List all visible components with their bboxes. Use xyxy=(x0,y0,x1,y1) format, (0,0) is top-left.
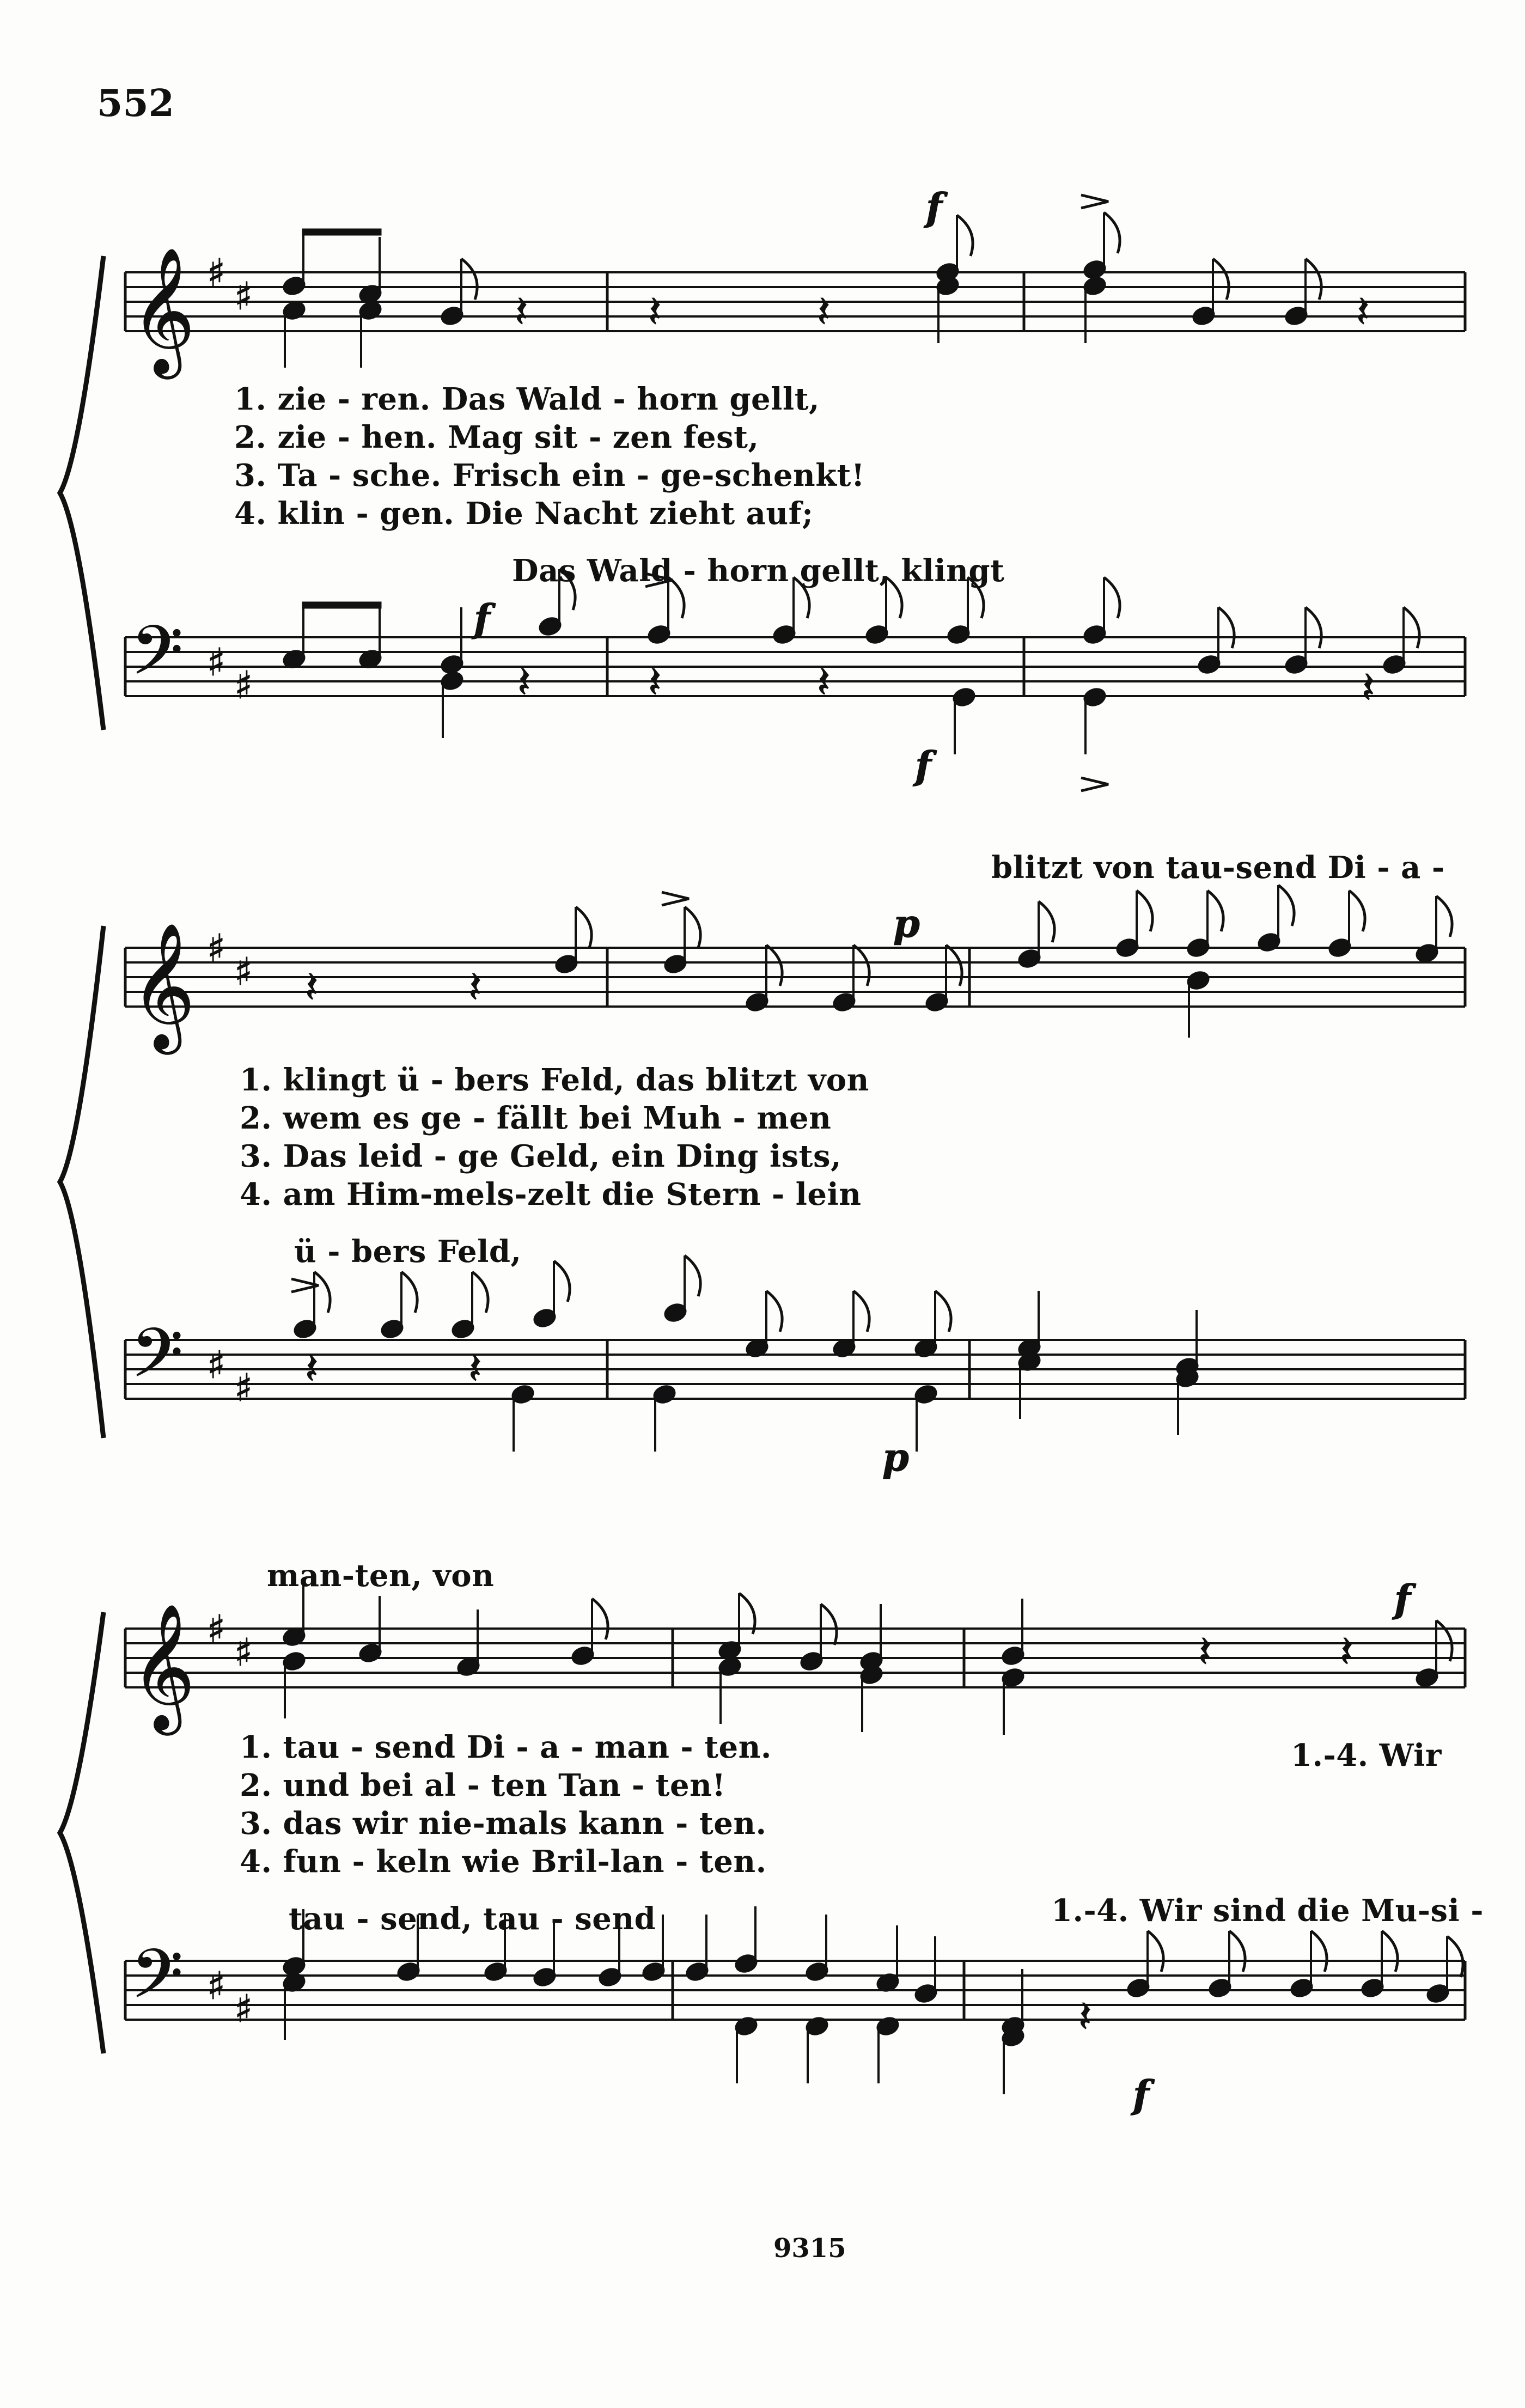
sharp-key-signature-icon: ♯ xyxy=(207,1964,225,2008)
note-flag xyxy=(766,1291,782,1332)
bass-clef-icon: 𝄢 xyxy=(131,1314,184,1409)
note-flag xyxy=(1104,577,1120,618)
system1-verse4: 4. klin - gen. Die Nacht zieht auf; xyxy=(234,496,814,532)
system3-above-text: man-ten, von xyxy=(267,1558,495,1594)
note-flag xyxy=(946,945,962,986)
system-brace xyxy=(60,256,103,730)
rest-icon: 𝄽 xyxy=(817,286,831,337)
system3-verse3: 3. das wir nie-mals kann - ten. xyxy=(240,1806,767,1842)
beam xyxy=(302,602,381,608)
treble-clef-icon: 𝄞 xyxy=(131,1603,196,1730)
bass-clef-icon: 𝄢 xyxy=(131,1935,184,2030)
rest-icon: 𝄽 xyxy=(515,286,528,337)
note-flag xyxy=(1436,1620,1452,1661)
note-flag xyxy=(461,259,477,300)
system1-bass-text: Das Wald - horn gellt, klingt xyxy=(512,553,1005,589)
accent-mark xyxy=(1081,778,1108,791)
sharp-key-signature-icon: ♯ xyxy=(234,663,253,708)
accent-mark xyxy=(1081,195,1108,208)
rest-icon: 𝄽 xyxy=(1340,1626,1353,1677)
note-flag xyxy=(1148,1931,1163,1972)
note-flag xyxy=(554,1261,570,1302)
sharp-key-signature-icon: ♯ xyxy=(234,1630,253,1675)
system3-verse4: 4. fun - keln wie Bril-lan - ten. xyxy=(240,1844,767,1880)
treble-clef-icon: 𝄞 xyxy=(131,922,196,1049)
note-flag xyxy=(1306,607,1321,648)
dynamic-mark: f xyxy=(1394,1576,1411,1621)
note-flag xyxy=(1306,259,1321,300)
dynamic-mark: p xyxy=(893,901,920,946)
rest-icon: 𝄽 xyxy=(1198,1626,1212,1677)
note-flag xyxy=(1207,891,1223,931)
note-flag xyxy=(1039,901,1054,942)
sharp-key-signature-icon: ♯ xyxy=(207,1343,225,1387)
sharp-key-signature-icon: ♯ xyxy=(207,640,225,685)
dynamic-mark: f xyxy=(926,185,943,230)
dynamic-mark: f xyxy=(474,596,491,641)
system1-verse3: 3. Ta - sche. Frisch ein - ge-schenkt! xyxy=(234,458,865,493)
system1-verse1: 1. zie - ren. Das Wald - horn gellt, xyxy=(234,381,820,417)
system-brace xyxy=(60,1612,103,2053)
note-flag xyxy=(1349,891,1365,931)
note-flag xyxy=(935,1291,951,1332)
rest-icon: 𝄽 xyxy=(1078,1991,1092,2042)
rest-icon: 𝄽 xyxy=(305,962,319,1013)
system-brace xyxy=(60,926,103,1438)
note-flag xyxy=(1278,885,1294,926)
sharp-key-signature-icon: ♯ xyxy=(207,1607,225,1651)
sharp-key-signature-icon: ♯ xyxy=(207,926,225,971)
rest-icon: 𝄽 xyxy=(648,286,662,337)
rest-icon: 𝄽 xyxy=(817,657,831,708)
system3-refrain-lower: 1.-4. Wir sind die Mu-si - xyxy=(1051,1893,1484,1929)
note-flag xyxy=(1229,1931,1245,1972)
note-flag xyxy=(821,1604,837,1645)
note-flag xyxy=(685,1255,700,1296)
rest-icon: 𝄽 xyxy=(305,1343,319,1394)
note-flag xyxy=(401,1272,417,1313)
system2-verse1: 1. klingt ü - bers Feld, das blitzt von xyxy=(240,1062,869,1098)
note-flag xyxy=(1311,1931,1327,1972)
accent-mark xyxy=(662,892,689,905)
treble-clef-icon: 𝄞 xyxy=(131,247,196,374)
sharp-key-signature-icon: ♯ xyxy=(207,251,225,295)
system1-verse2: 2. zie - hen. Mag sit - zen fest, xyxy=(234,419,759,455)
rest-icon: 𝄽 xyxy=(468,1343,482,1394)
dynamic-mark: p xyxy=(882,1435,909,1480)
system2-bass-text: ü - bers Feld, xyxy=(294,1234,522,1270)
note-flag xyxy=(576,907,591,948)
dynamic-mark: f xyxy=(915,743,932,788)
rest-icon: 𝄽 xyxy=(468,962,482,1013)
note-flag xyxy=(1404,607,1419,648)
page-number: 552 xyxy=(97,82,174,125)
note-flag xyxy=(957,215,973,256)
note-flag xyxy=(766,945,782,986)
note-flag xyxy=(1447,1936,1463,1977)
rest-icon: 𝄽 xyxy=(648,657,662,708)
system3-verse1: 1. tau - send Di - a - man - ten. xyxy=(240,1729,772,1765)
note-flag xyxy=(1213,259,1229,300)
system3-verse2: 2. und bei al - ten Tan - ten! xyxy=(240,1767,726,1803)
system3-bass-text: tau - send, tau - send xyxy=(289,1901,656,1937)
note-flag xyxy=(314,1272,330,1313)
system3-refrain-upper: 1.-4. Wir xyxy=(1291,1738,1442,1773)
note-flag xyxy=(1382,1931,1398,1972)
sharp-key-signature-icon: ♯ xyxy=(234,1365,253,1410)
dynamic-mark: f xyxy=(1133,2072,1150,2117)
system2-above-text: blitzt von tau-send Di - a - xyxy=(991,850,1445,886)
sharp-key-signature-icon: ♯ xyxy=(234,1986,253,2031)
plate-number: 9315 xyxy=(773,2233,846,2264)
rest-icon: 𝄽 xyxy=(517,657,531,708)
note-flag xyxy=(853,1291,869,1332)
sharp-key-signature-icon: ♯ xyxy=(234,949,253,994)
note-flag xyxy=(1104,212,1120,253)
note-flag xyxy=(853,945,869,986)
rest-icon: 𝄽 xyxy=(1356,286,1370,337)
note-flag xyxy=(592,1599,608,1639)
note-flag xyxy=(685,907,700,948)
note-flag xyxy=(1436,896,1452,937)
beam xyxy=(302,229,381,235)
bass-clef-icon: 𝄢 xyxy=(131,612,184,706)
system2-verse4: 4. am Him-mels-zelt die Stern - lein xyxy=(240,1176,862,1212)
note-flag xyxy=(472,1272,488,1313)
system2-verse2: 2. wem es ge - fällt bei Muh - men xyxy=(240,1100,832,1136)
rest-icon: 𝄽 xyxy=(1362,662,1375,713)
note-flag xyxy=(1137,891,1152,931)
sharp-key-signature-icon: ♯ xyxy=(234,274,253,319)
note-flag xyxy=(1218,607,1234,648)
system2-verse3: 3. Das leid - ge Geld, ein Ding ists, xyxy=(240,1138,842,1174)
